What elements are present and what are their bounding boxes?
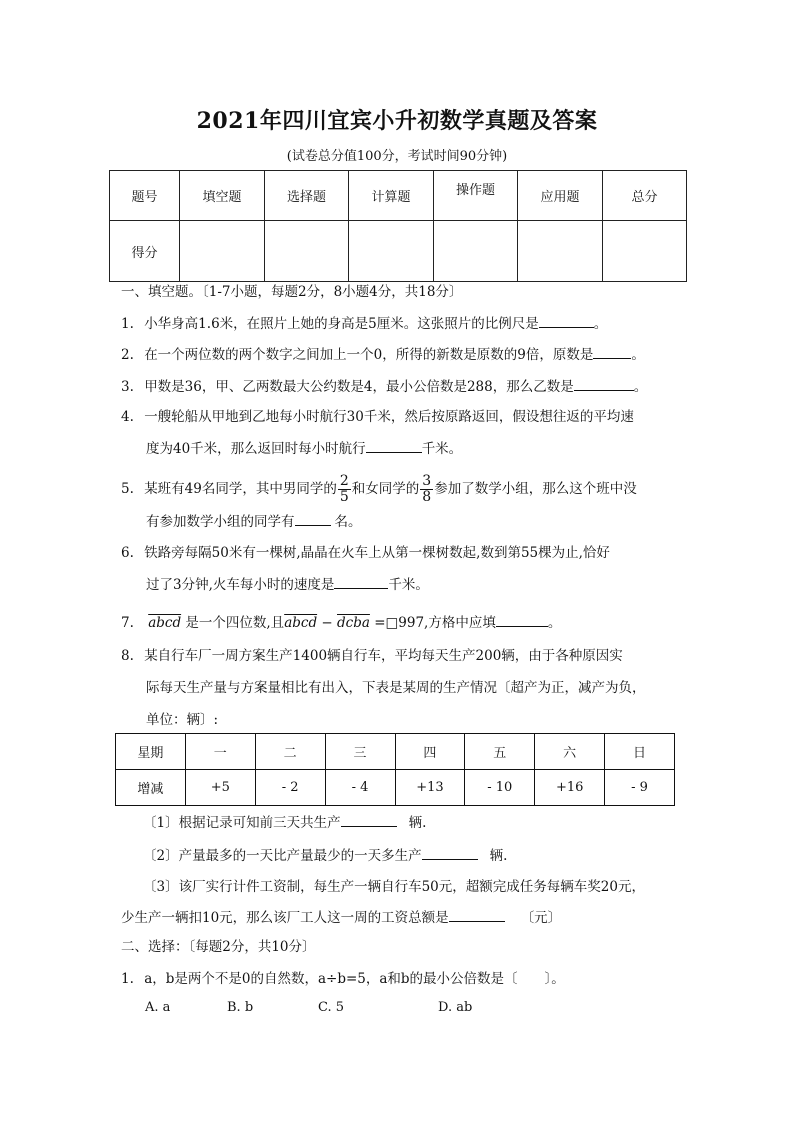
production-value-cell: +13: [395, 770, 465, 806]
answer-blank[interactable]: [496, 612, 548, 627]
question-number: 4.: [121, 409, 134, 425]
option-c[interactable]: C. 5: [318, 1000, 345, 1015]
score-header-cell: 应用题: [518, 171, 603, 221]
production-header-cell: 三: [325, 734, 395, 770]
question-end: 〔元〕: [520, 910, 562, 926]
question-number: 5.: [121, 481, 134, 497]
question-8-line3: 单位：辆〕:: [146, 712, 219, 728]
answer-blank[interactable]: [295, 511, 331, 526]
score-cell: [434, 221, 518, 282]
score-cell: [265, 221, 349, 282]
answer-blank[interactable]: [449, 907, 505, 922]
question-2: [121, 344, 645, 365]
question-5-line2: [146, 511, 362, 532]
question-number: 1.: [121, 971, 134, 987]
production-value-cell: +16: [535, 770, 605, 806]
production-value-cell: - 10: [465, 770, 535, 806]
score-header-cell: 计算题: [349, 171, 434, 221]
question-number: 8.: [121, 648, 134, 664]
section1-heading: 一、填空题。〔1-7小题，每题2分，8小题4分，共18分〕: [121, 284, 463, 300]
question-text: 参加了数学小组，那么这个班中没: [434, 481, 637, 497]
question-number: 1.: [121, 316, 134, 332]
production-table: [115, 733, 675, 806]
question-end: 千米。: [388, 577, 429, 593]
production-header-cell: 六: [535, 734, 605, 770]
question-text: 〔2〕产量最多的一天比产量最少的一天多生产: [143, 848, 422, 864]
question-8-sub3-line1: 〔3〕该厂实行计件工资制，每生产一辆自行车50元，超额完成任务每辆车奖20元，: [143, 879, 645, 895]
question-number: 3.: [121, 379, 134, 395]
score-cell: [603, 221, 687, 282]
production-header-cell: 四: [395, 734, 465, 770]
question-end: 。: [593, 316, 608, 332]
question-end: 辆.: [408, 815, 427, 831]
question-text: 铁路旁每隔50米有一棵树,晶晶在火车上从第一棵树数起,数到第55棵为止,恰好: [144, 545, 610, 561]
question-5-line1: [121, 474, 637, 505]
score-table: [109, 170, 687, 282]
answer-blank[interactable]: [334, 574, 388, 589]
option-a[interactable]: A. a: [145, 1000, 171, 1015]
production-header-cell: 五: [465, 734, 535, 770]
fraction-denominator: 5: [339, 489, 349, 505]
fraction-three-eighths: [420, 474, 433, 505]
minus-sign: −: [321, 615, 333, 631]
question-text: 某自行车厂一周方案生产1400辆自行车，平均每天生产200辆，由于各种原因实: [144, 648, 623, 664]
question-8-sub2: [143, 845, 507, 866]
question-text: 某班有49名同学，其中男同学的: [144, 481, 337, 497]
mc-question-1: [121, 969, 565, 989]
fraction-numerator: 2: [339, 473, 349, 489]
answer-blank[interactable]: [341, 812, 397, 827]
question-text: 〔1〕根据记录可知前三天共生产: [143, 815, 341, 831]
overlined-number: abcd: [148, 615, 182, 631]
answer-blank[interactable]: [422, 845, 478, 860]
question-8-sub1: [143, 812, 426, 833]
question-end: 。: [633, 379, 648, 395]
question-4-line2: [146, 438, 462, 459]
question-number: 6.: [121, 545, 134, 561]
score-header-cell: 填空题: [180, 171, 265, 221]
option-d[interactable]: D. ab: [438, 1000, 473, 1015]
page-title: 2021年四川宜宾小升初数学真题及答案: [196, 108, 598, 134]
question-text: a，b是两个不是0的自然数，a÷b=5，a和b的最小公倍数是〔 〕。: [144, 971, 565, 987]
answer-blank[interactable]: [574, 376, 634, 391]
score-row-label: 得分: [110, 221, 180, 282]
fraction-two-fifths: [338, 474, 351, 505]
question-text: 有参加数学小组的同学有: [146, 514, 295, 530]
score-header-cell: 题号: [110, 171, 180, 221]
answer-blank[interactable]: [593, 344, 631, 359]
answer-blank[interactable]: [539, 313, 594, 328]
production-value-cell: - 4: [325, 770, 395, 806]
production-header-cell: 星期: [116, 734, 186, 770]
question-4-line1: [121, 407, 634, 427]
question-3: [121, 376, 647, 397]
question-8-sub3-line2: [121, 907, 561, 928]
question-6-line1: [121, 543, 610, 563]
question-end: 。: [631, 347, 645, 363]
page-subtitle: (试卷总分值100分，考试时间90分钟): [286, 149, 508, 164]
question-text: 少生产一辆扣10元，那么该厂工人这一周的工资总额是: [121, 910, 449, 926]
question-8-line2: 际每天生产量与方案量相比有出入，下表是某周的生产情况〔超产为正，减产为负，: [146, 680, 646, 696]
question-end: 名。: [334, 514, 362, 530]
score-header-cell: 选择题: [265, 171, 349, 221]
question-8-line1: [121, 646, 623, 666]
question-text: 度为40千米，那么返回时每小时航行: [146, 441, 366, 457]
production-header-cell: 一: [185, 734, 255, 770]
production-value-cell: - 9: [605, 770, 675, 806]
section2-heading: 二、选择：〔每题2分，共10分〕: [121, 939, 316, 955]
question-text: 是一个四位数,且: [185, 615, 285, 631]
production-value-cell: 增减: [116, 770, 186, 806]
question-text: 小华身高1.6米，在照片上她的身高是5厘米。这张照片的比例尺是: [144, 316, 539, 332]
production-header-cell: 二: [255, 734, 325, 770]
score-header-cell: 操作题: [434, 171, 518, 221]
score-cell: [180, 221, 265, 282]
fraction-denominator: 8: [422, 489, 432, 505]
fraction-numerator: 3: [422, 473, 432, 489]
question-text: 一艘轮船从甲地到乙地每小时航行30千米，然后按原路返回，假设想往返的平均速: [144, 409, 634, 425]
question-1: [121, 313, 607, 334]
overlined-number: abcd: [284, 615, 318, 631]
overlined-number: dcba: [337, 615, 370, 631]
question-end: 千米。: [421, 441, 463, 457]
question-number: 7.: [121, 615, 134, 631]
option-b[interactable]: B. b: [227, 1000, 254, 1015]
score-header-cell: 总分: [603, 171, 687, 221]
question-end: 辆.: [489, 848, 508, 864]
production-value-cell: +5: [185, 770, 255, 806]
question-text: 在一个两位数的两个数字之间加上一个0，所得的新数是原数的9倍，原数是: [144, 347, 594, 363]
question-text: =□997,方格中应填: [374, 615, 496, 631]
question-text: 过了3分钟,火车每小时的速度是: [146, 577, 335, 593]
production-header-cell: 日: [605, 734, 675, 770]
question-text: 甲数是36，甲、乙两数最大公约数是4，最小公倍数是288，那么乙数是: [144, 379, 574, 395]
score-cell: [518, 221, 603, 282]
question-6-line2: [146, 574, 429, 595]
question-7: [121, 612, 561, 633]
question-number: 2.: [121, 347, 134, 363]
score-cell: [349, 221, 434, 282]
question-text: 和女同学的: [351, 481, 420, 497]
answer-blank[interactable]: [366, 438, 422, 453]
question-end: 。: [547, 615, 562, 631]
production-value-cell: - 2: [255, 770, 325, 806]
